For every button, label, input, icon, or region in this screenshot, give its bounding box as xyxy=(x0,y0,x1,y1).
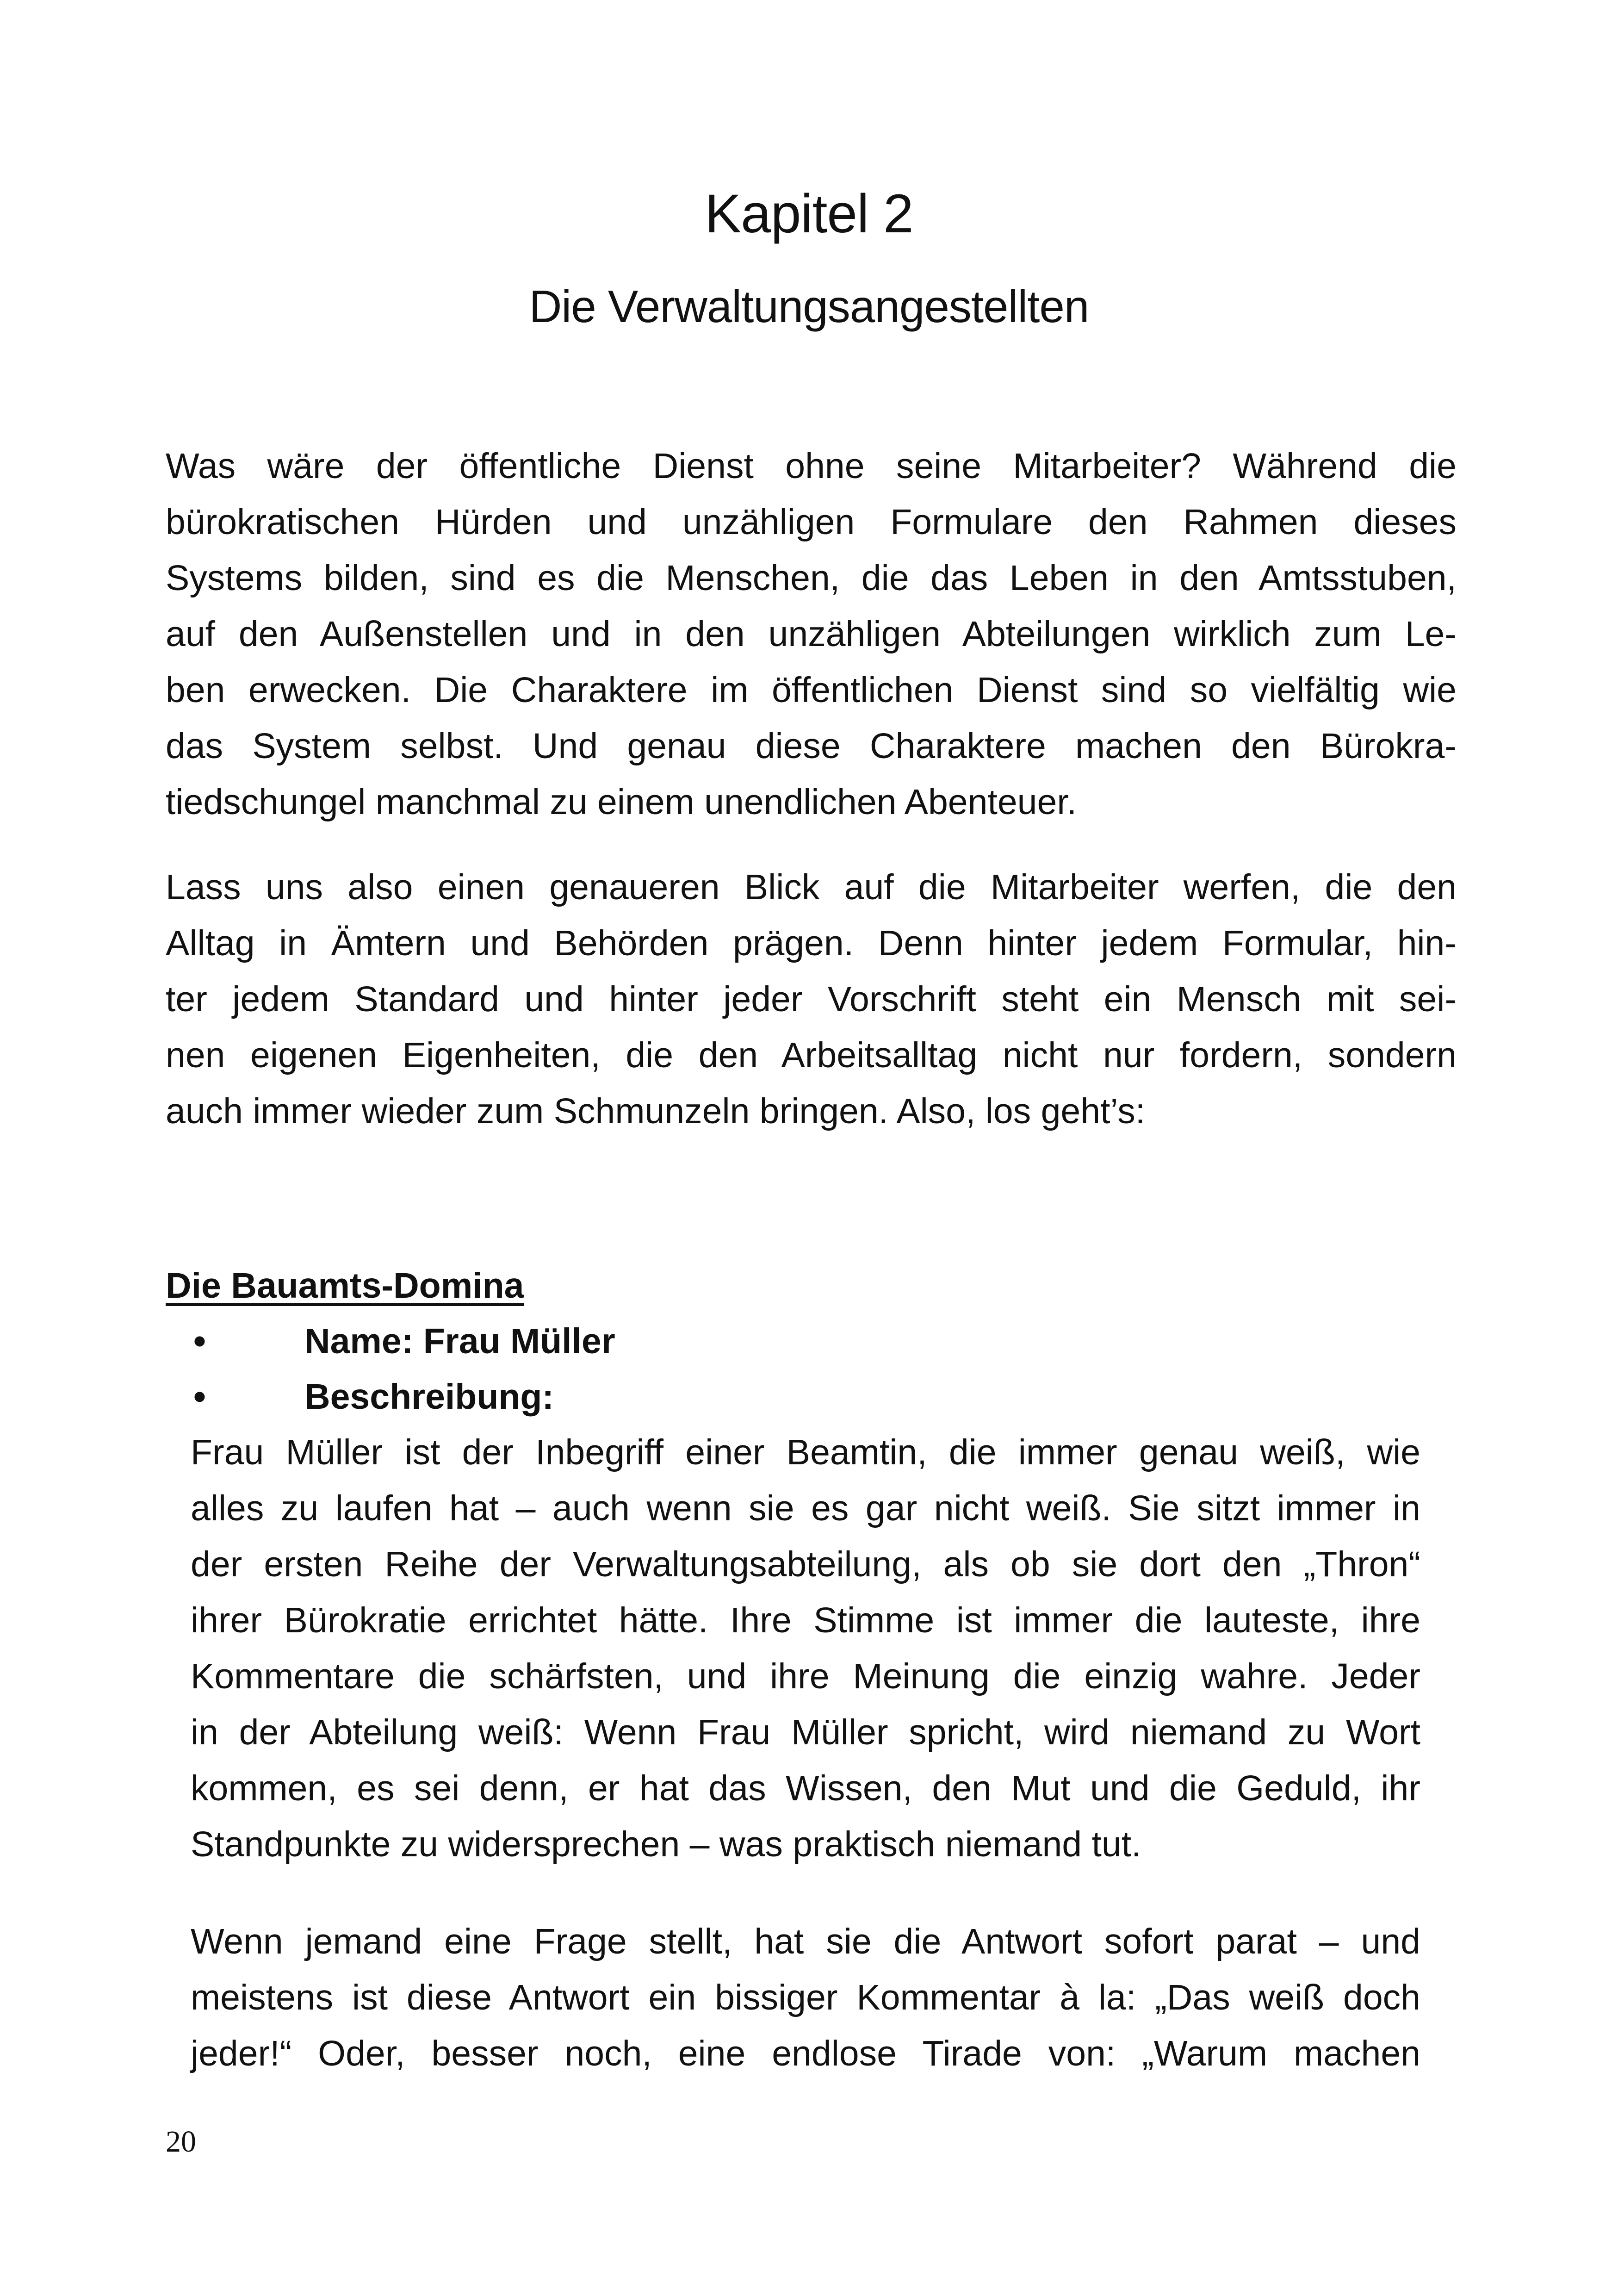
text-line: meistens ist diese Antwort ein bissiger Kommentar à la: „Das weiß doch xyxy=(191,1978,1420,2017)
text-line: bürokratischen Hürden und unzähligen Formulare den Rahmen dieses xyxy=(166,502,1457,542)
text-line: Wenn jemand eine Frage stellt, hat sie die Antwort sofort parat – und xyxy=(191,1922,1420,1961)
description-paragraph-1 xyxy=(191,1425,1420,1873)
chapter-title: Kapitel 2 xyxy=(705,183,913,244)
text-line: kommen, es sei denn, er hat das Wissen, den Mut und die Geduld, ihr xyxy=(191,1768,1420,1808)
bullet-label: Name: Frau Müller xyxy=(304,1321,615,1361)
text-line: Was wäre der öffentliche Dienst ohne seine Mitarbeiter? Während die xyxy=(166,446,1457,486)
text-line: ihrer Bürokratie errichtet hätte. Ihre Stimme ist immer die lauteste, ihre xyxy=(191,1600,1420,1640)
text-line: Standpunkte zu widersprechen – was praktisch niemand tut. xyxy=(191,1824,1141,1864)
chapter-subtitle: Die Verwaltungsangestellten xyxy=(529,281,1089,332)
text-line: Lass uns also einen genaueren Blick auf die Mitarbeiter werfen, die den xyxy=(166,867,1457,907)
text-line: in der Abteilung weiß: Wenn Frau Müller spricht, wird niemand zu Wort xyxy=(191,1712,1420,1752)
text-line: das System selbst. Und genau diese Charaktere machen den Bürokra- xyxy=(166,726,1457,766)
text-line: Alltag in Ämtern und Behörden prägen. Denn hinter jedem Formular, hin- xyxy=(166,923,1457,963)
text-line: ben erwecken. Die Charaktere im öffentlichen Dienst sind so vielfältig wie xyxy=(166,670,1457,710)
text-line: Frau Müller ist der Inbegriff einer Beamtin, die immer genau weiß, wie xyxy=(191,1432,1420,1472)
description-paragraph-2 xyxy=(191,1914,1420,2082)
text-line: jeder!“ Oder, besser noch, eine endlose Tirade von: „Warum machen xyxy=(191,2034,1420,2073)
page-number: 20 xyxy=(166,2125,196,2159)
text-line: auch immer wieder zum Schmunzeln bringen. Also, los geht’s: xyxy=(166,1091,1146,1131)
bullet-label: Beschreibung: xyxy=(304,1377,554,1417)
intro-paragraph-2 xyxy=(166,859,1457,1139)
section-heading: Die Bauamts-Domina xyxy=(166,1266,524,1306)
text-line: tiedschungel manchmal zu einem unendlichen Abenteuer. xyxy=(166,782,1077,822)
text-line: Kommentare die schärfsten, und ihre Meinung die einzig wahre. Jeder xyxy=(191,1656,1420,1696)
text-line: auf den Außenstellen und in den unzähligen Abteilungen wirklich zum Le- xyxy=(166,614,1457,654)
text-line: Systems bilden, sind es die Menschen, die das Leben in den Amtsstuben, xyxy=(166,558,1457,598)
text-line: nen eigenen Eigenheiten, die den Arbeitsalltag nicht nur fordern, sondern xyxy=(166,1035,1457,1075)
intro-paragraph-1 xyxy=(166,438,1457,830)
text-line: der ersten Reihe der Verwaltungsabteilung, als ob sie dort den „Thron“ xyxy=(191,1544,1420,1584)
bullet-icon: • xyxy=(193,1377,206,1417)
bullet-icon: • xyxy=(193,1321,206,1361)
text-line: alles zu laufen hat – auch wenn sie es gar nicht weiß. Sie sitzt immer in xyxy=(191,1488,1420,1528)
text-line: ter jedem Standard und hinter jeder Vorschrift steht ein Mensch mit sei- xyxy=(166,979,1457,1019)
